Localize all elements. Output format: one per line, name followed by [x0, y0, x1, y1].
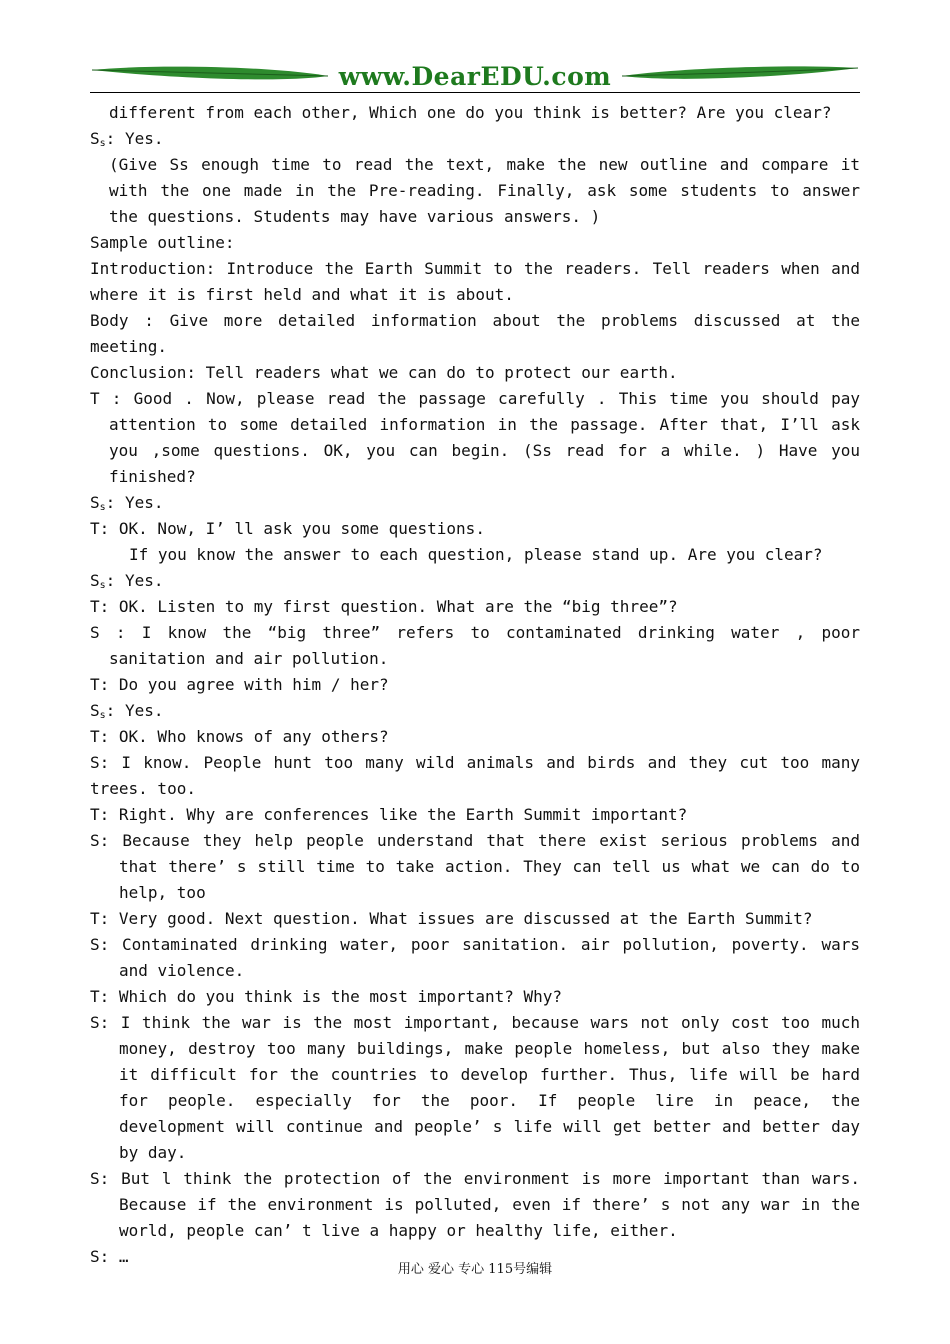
teacher-line: T: OK. Listen to my first question. What are the “big three”? [90, 597, 678, 616]
instruction-note: (Give Ss enough time to read the text, make the new outline and compare it with the one made in the Pre-reading. Finally, ask some students to answer the questions. Students may have various answers. ) [109, 155, 860, 226]
header-divider [90, 92, 860, 93]
student-line [90, 490, 860, 516]
student-line: S: … [90, 1247, 129, 1266]
teacher-line: T: Very good. Next question. What issues are discussed at the Earth Summit? [90, 909, 813, 928]
student-line: S: Contaminated drinking water, poor sanitation. air pollution, poverty. wars and violence. [90, 935, 860, 980]
section-label: Sample outline: [90, 233, 235, 252]
outline-introduction: Introduction: Introduce the Earth Summit to the readers. Tell readers when and where it is first held and what it is about. [90, 259, 860, 304]
outline-conclusion: Conclusion: Tell readers what we can do to protect our earth. [90, 363, 678, 382]
speaker: S [90, 701, 100, 720]
speaker: S [90, 571, 100, 590]
page-header [90, 60, 860, 94]
utterance: : Yes. [105, 701, 164, 720]
student-line [90, 568, 860, 594]
student-line [90, 698, 860, 724]
student-line: S : I know the “big three” refers to contaminated drinking water , poor sanitation and air pollution. [90, 623, 860, 668]
student-line: S: I think the war is the most important, because wars not only cost too much money, destroy too many buildings, make people homeless, but also they make it difficult for the countries to develop further. Thus, life will be hard for people. especially for the poor. If people lire in peace, the development will continue and people’ s life will get better and better day by day. [90, 1013, 860, 1162]
text-line: different from each other, Which one do you think is better? Are you clear? [109, 103, 832, 122]
student-line: S: I know. People hunt too many wild animals and birds and they cut too many trees. too. [90, 753, 860, 798]
page-footer: 用心 爱心 专心 115号编辑 [397, 1262, 553, 1277]
speaker-subscript: s [99, 502, 106, 513]
teacher-line: T: OK. Who knows of any others? [90, 727, 389, 746]
teacher-line: T: Which do you think is the most important? Why? [90, 987, 563, 1006]
teacher-line: If you know the answer to each question, please stand up. Are you clear? [129, 545, 823, 564]
speaker-subscript: s [99, 138, 106, 149]
outline-body: Body : Give more detailed information about the problems discussed at the meeting. [90, 311, 860, 356]
teacher-line: T : Good . Now, please read the passage carefully . This time you should pay attention to some detailed information in the passage. After that, I’ll ask you ,some questions. OK, you can begin. (Ss read for a while. ) Have you finished? [90, 389, 860, 486]
student-line: S: But l think the protection of the environment is more important than wars. Because if the environment is polluted, even if there’ s not any war in the world, people can’ t live a happy or healthy life, either. [90, 1169, 860, 1240]
speaker: S [90, 493, 100, 512]
student-line [90, 126, 860, 152]
teacher-line: T: Right. Why are conferences like the Earth Summit important? [90, 805, 688, 824]
teacher-line: T: Do you agree with him / her? [90, 675, 389, 694]
utterance: : Yes. [105, 571, 164, 590]
lesson-transcript [90, 100, 860, 1270]
speaker: S [90, 129, 100, 148]
speaker-subscript: s [99, 580, 106, 591]
teacher-line: T: OK. Now, I’ ll ask you some questions. [90, 519, 485, 538]
student-line: S: Because they help people understand that there exist serious problems and that there’ s still time to take action. They can tell us what we can do to help, too [90, 831, 860, 902]
utterance: : Yes. [105, 129, 164, 148]
site-logo-text[interactable]: www.DearEDU.com [338, 62, 612, 91]
utterance: : Yes. [105, 493, 164, 512]
speaker-subscript: s [99, 710, 106, 721]
